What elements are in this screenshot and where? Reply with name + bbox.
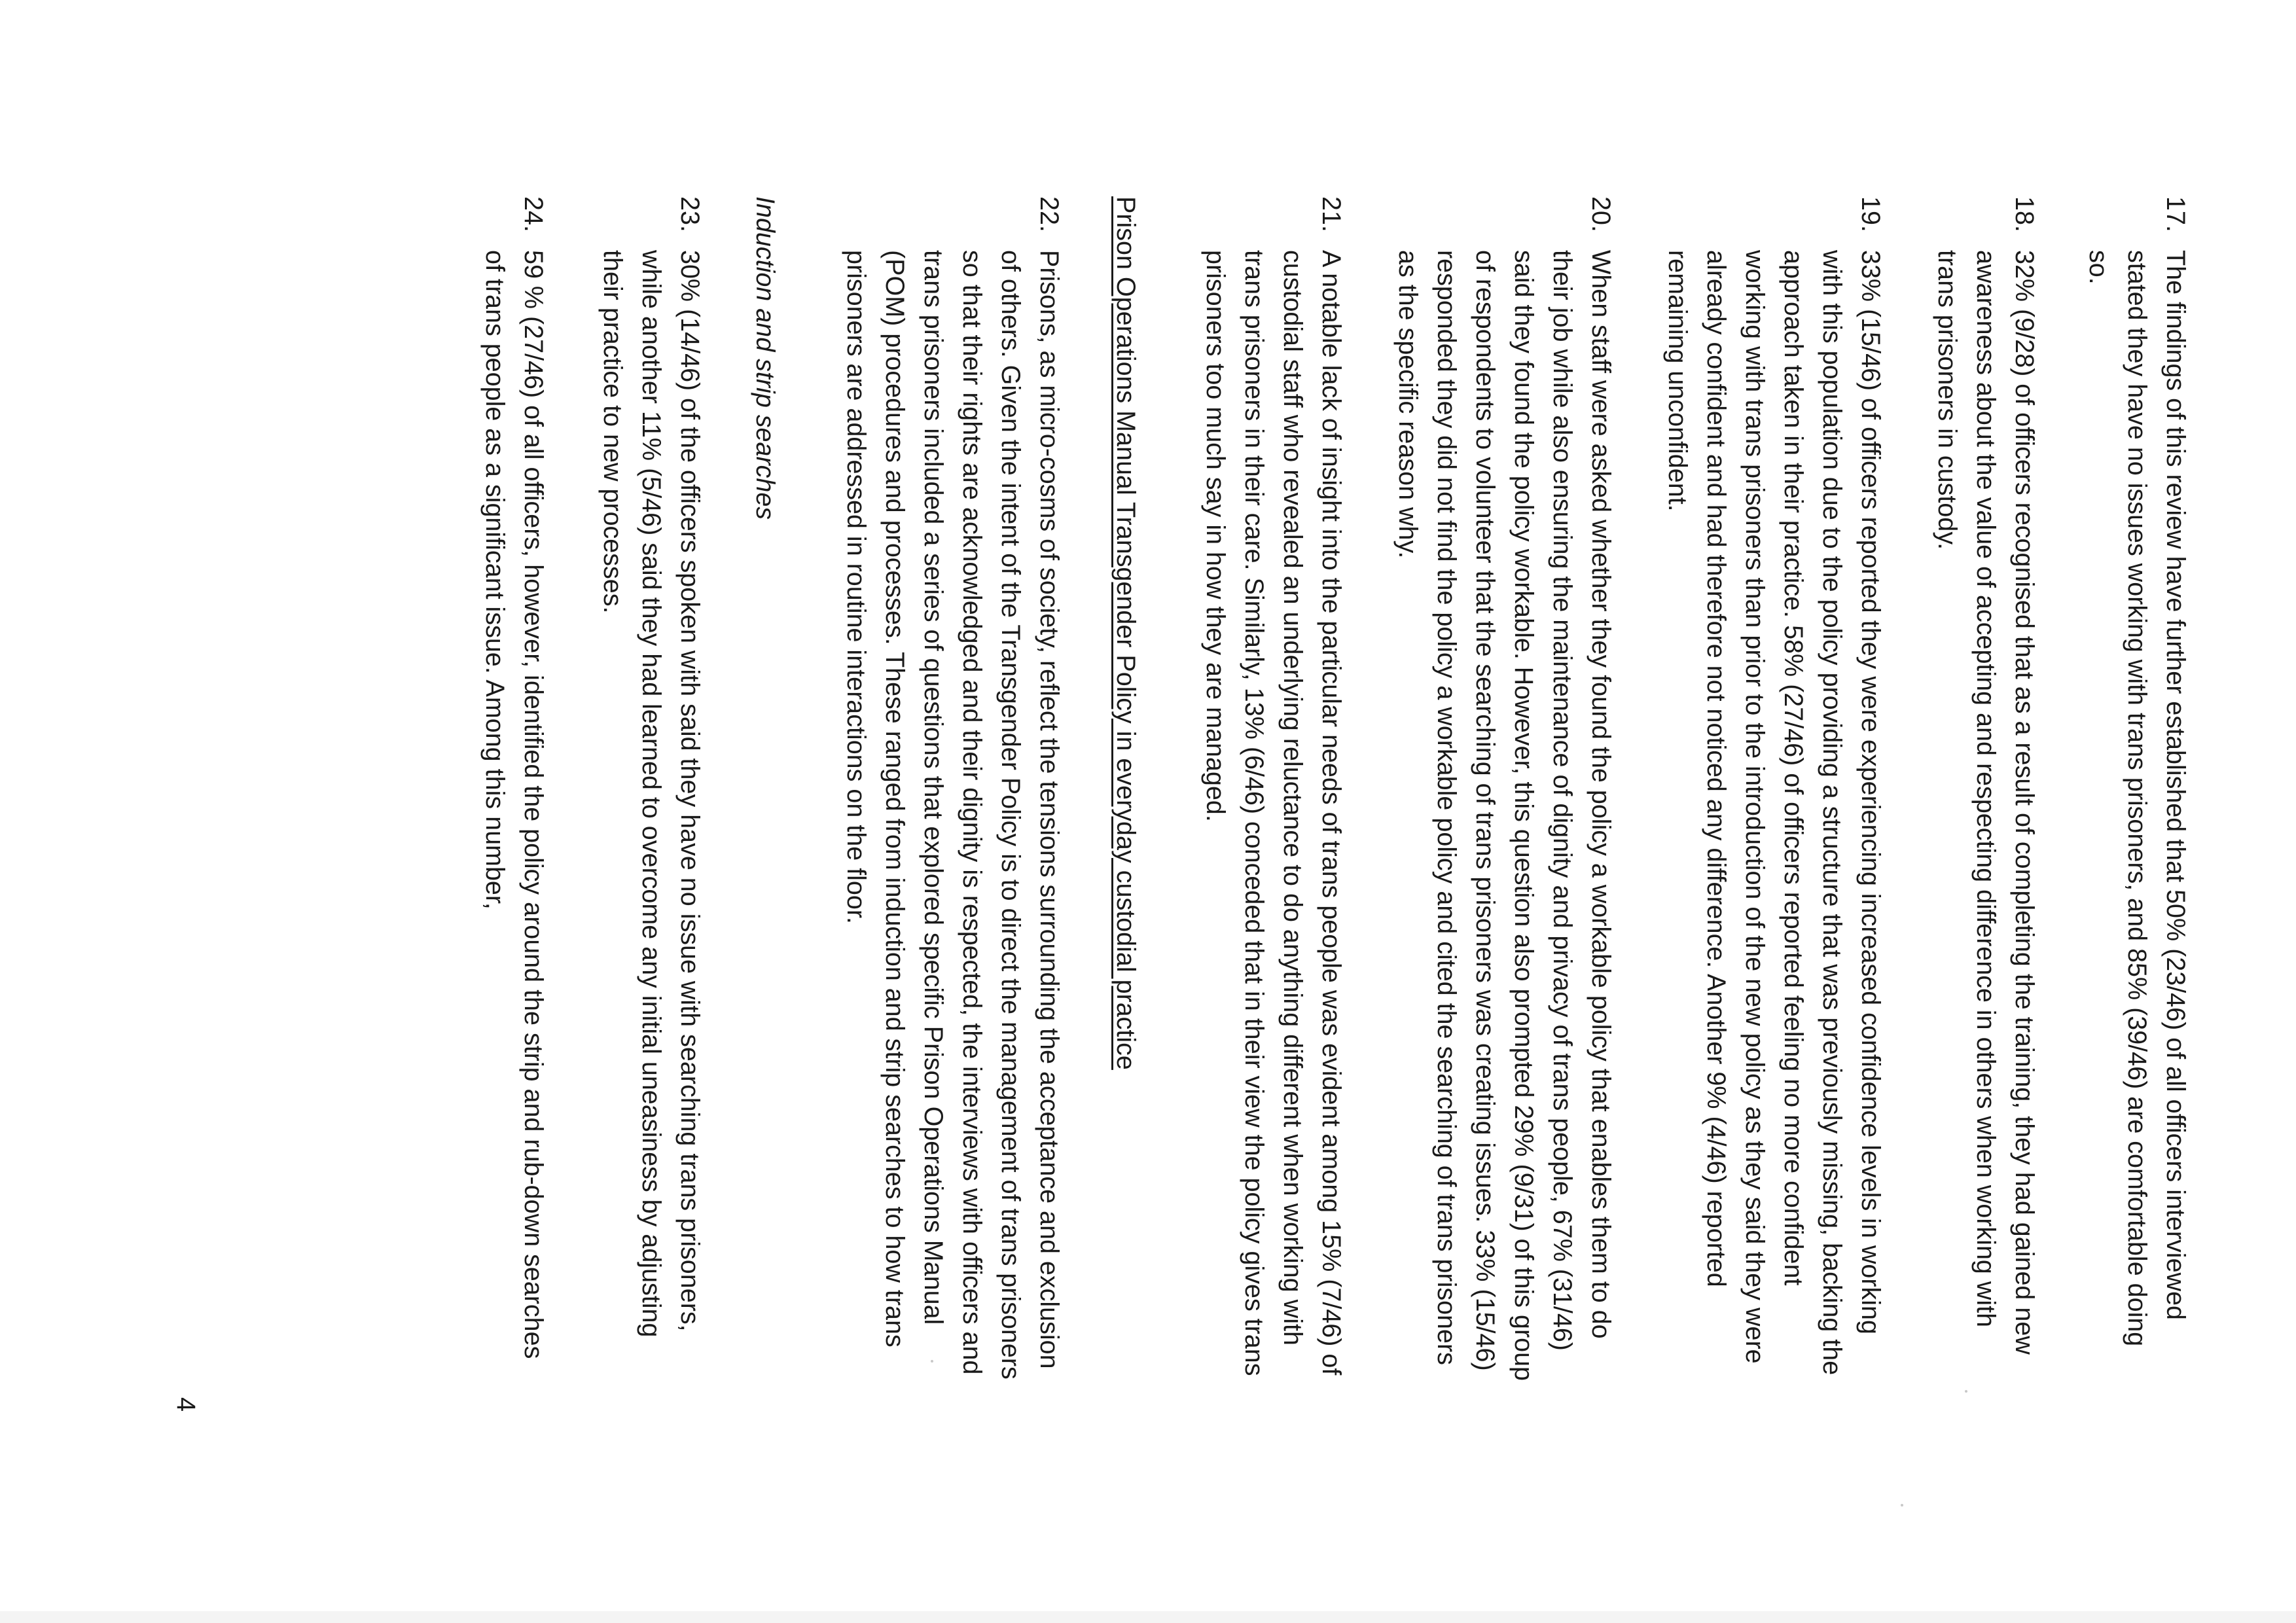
subsection-heading: Induction and strip searches	[751, 196, 780, 520]
paragraph-text: Prisons, as micro-cosms of society, reflect the tensions surrounding the acceptance and exclusion of others. Given the intent of the Transgender Policy is to direct the management of trans prisoners so that their rights are acknowledged and their dignity is respected, the interviews with officers and trans prisoners included a series of questions that explored specific Prison Operations Manual (POM) procedures and processes. These ranged from induction and strip searches to how trans prisoners are addressed in routine interactions on the floor.	[842, 250, 1064, 1380]
paragraph-number: 17.	[2161, 196, 2190, 232]
paragraph-text: 30% (14/46) of the officers spoken with said they have no issue with searching trans prisoners, while another 11% (5/46) said they had learned to overcome any initial uneasiness by adjusting their practice to new processes.	[598, 250, 704, 1338]
scan-speck	[1901, 1504, 1903, 1507]
paragraph-22	[836, 196, 1068, 1381]
paragraph-20	[1388, 196, 1620, 1381]
paragraph-text: 59 % (27/46) of all officers, however, identified the policy around the strip and rub-down searches of trans people as a significant issue. Among this number,	[480, 250, 548, 1359]
paragraph-number: 18.	[2010, 196, 2039, 232]
scan-speck	[931, 1360, 933, 1363]
section-heading: Prison Operations Manual Transgender Policy in everyday custodial practice	[1111, 196, 1140, 1070]
page-number: 4	[171, 1397, 200, 1412]
paragraph-number: 24.	[519, 196, 548, 232]
paragraph-text: When staff were asked whether they found the policy a workable policy that enables them to do their job while also ensuring the maintenance of dignity and privacy of trans people, 67% (31/46) said they found the policy workable. However, this question also prompted 29% (9/31) of this group of respondents to volunteer that the searching of trans prisoners was creating issues. 33% (15/46) responded they did not find the policy a workable policy and cited the searching of trans prisoners as the specific reason why.	[1393, 250, 1615, 1382]
paragraph-18	[1928, 196, 2043, 1381]
paragraph-24	[475, 196, 552, 1381]
paragraph-text: A notable lack of insight into the particular needs of trans people was evident among 15% (7/46) of custodial staff who revealed an underlying reluctance to do anything different when working with trans prisoners in their care. Similarly, 13% (6/46) conceded that in their view the policy gives trans prisoners too much say in how they are managed.	[1201, 250, 1346, 1376]
paragraph-23	[593, 196, 709, 1381]
paragraph-number: 21.	[1317, 196, 1346, 232]
scan-speck	[1965, 1390, 1967, 1393]
paragraph-17	[2079, 196, 2195, 1381]
paragraph-text: 33% (15/46) of officers reported they were experiencing increased confidence levels in working with this population due to the policy providing a structure that was previously missing, backing the approach taken in their practice. 58% (27/46) of officers reported feeling no more confident working with trans prisoners than prior to the introduction of the new policy as they said they were already confident and had therefore not noticed any difference. Another 9% (4/46) reported remaining unconfident.	[1663, 250, 1885, 1376]
paragraph-number: 23.	[675, 196, 704, 232]
paragraph-number: 22.	[1035, 196, 1064, 232]
paragraph-text: 32% (9/28) of officers recognised that as a result of completing the training, they had gained new awareness about the value of accepting and respecting difference in others when working with trans prisoners in custody.	[1933, 250, 2039, 1355]
paragraph-21	[1196, 196, 1350, 1381]
document-body	[475, 196, 2195, 1381]
scan-edge	[0, 1611, 2296, 1623]
paragraph-number: 19.	[1856, 196, 1885, 232]
paragraph-19	[1658, 196, 1890, 1381]
paragraph-number: 20.	[1587, 196, 1615, 232]
paragraph-text: The findings of this review have further established that 50% (23/46) of all officers interviewed stated they have no issues working with trans prisoners, and 85% (39/46) are comfortable doing so.	[2084, 250, 2190, 1347]
